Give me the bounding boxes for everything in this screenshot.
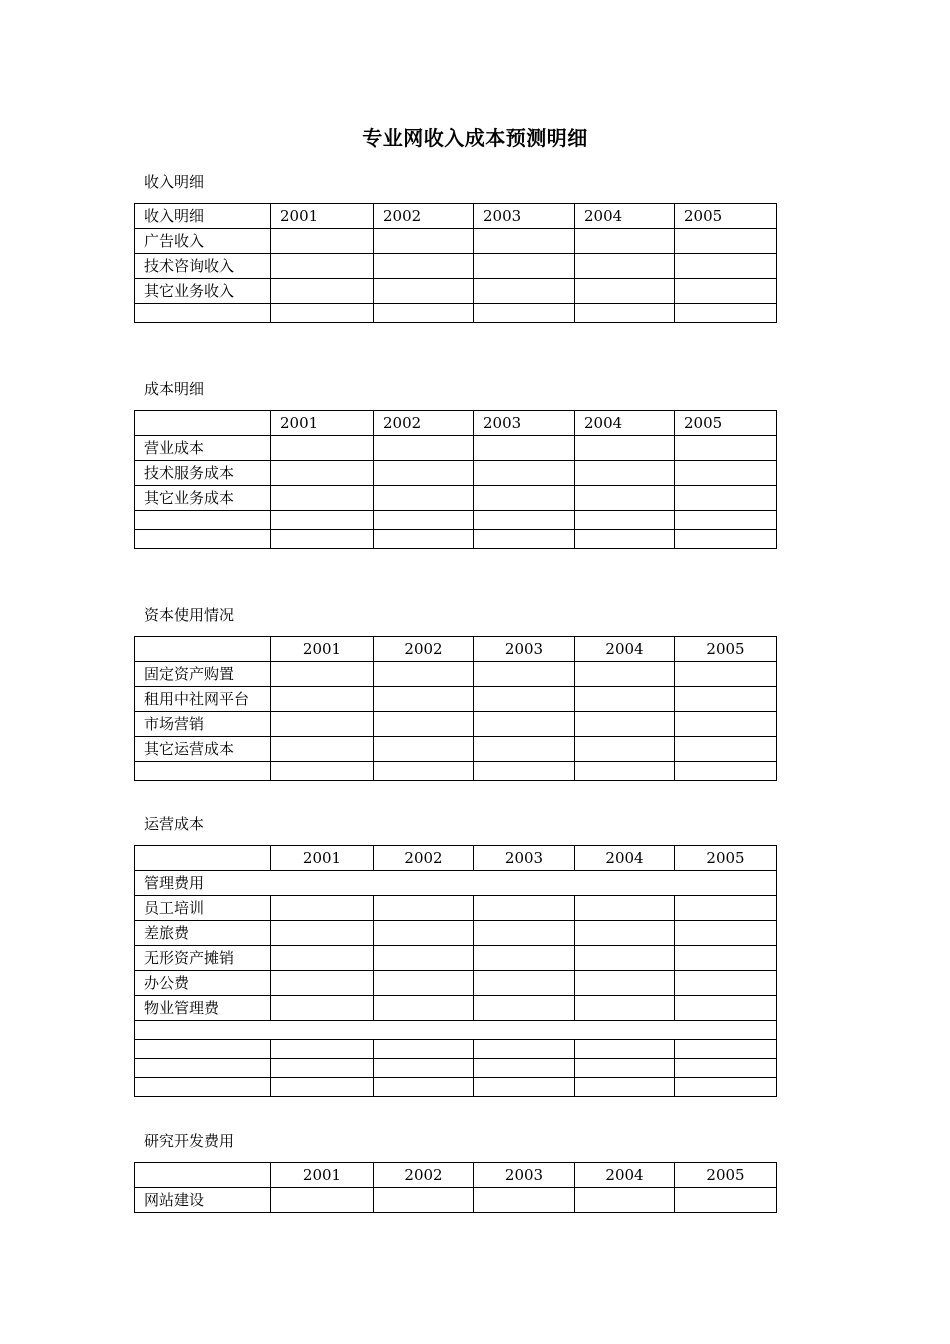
year-header: 2003 — [474, 637, 575, 662]
capital-heading: 资本使用情况 — [144, 606, 235, 624]
table-header-row — [135, 204, 777, 229]
cell — [374, 1078, 474, 1097]
cell — [374, 946, 474, 971]
row-label: 其它业务收入 — [135, 279, 271, 304]
cell — [474, 511, 575, 530]
cell — [271, 436, 374, 461]
table-row — [135, 687, 777, 712]
row-label: 租用中社网平台 — [135, 687, 271, 712]
cell — [474, 996, 575, 1021]
cell — [474, 229, 575, 254]
cell — [575, 971, 675, 996]
row-label: 技术咨询收入 — [135, 254, 271, 279]
cell — [575, 254, 675, 279]
table-header-row — [135, 411, 777, 436]
cell — [675, 946, 777, 971]
cell — [675, 662, 777, 687]
cell — [374, 486, 474, 511]
table-row — [135, 946, 777, 971]
year-header: 2002 — [374, 411, 474, 436]
table-row — [135, 737, 777, 762]
year-header: 2001 — [271, 411, 374, 436]
cell — [374, 971, 474, 996]
year-header: 2001 — [271, 637, 374, 662]
cell — [474, 737, 575, 762]
cell — [575, 436, 675, 461]
cell — [675, 737, 777, 762]
year-header: 2003 — [474, 204, 575, 229]
empty-row — [135, 1059, 777, 1078]
cell — [675, 896, 777, 921]
cell — [675, 486, 777, 511]
cell — [374, 712, 474, 737]
year-header: 2004 — [575, 204, 675, 229]
table-row — [135, 229, 777, 254]
year-header: 2004 — [575, 846, 675, 871]
cell — [374, 687, 474, 712]
empty-row — [135, 1040, 777, 1059]
header-cell: 收入明细 — [135, 204, 271, 229]
cell — [474, 896, 575, 921]
row-label: 办公费 — [135, 971, 271, 996]
cell — [271, 971, 374, 996]
year-header: 2004 — [575, 1163, 675, 1188]
cell — [575, 712, 675, 737]
cell — [575, 1059, 675, 1078]
year-header: 2001 — [271, 846, 374, 871]
year-header: 2004 — [575, 411, 675, 436]
cell — [271, 1059, 374, 1078]
cell — [474, 254, 575, 279]
cell — [271, 304, 374, 323]
year-header: 2002 — [374, 1163, 474, 1188]
cell — [271, 461, 374, 486]
cell — [271, 1188, 374, 1213]
row-label: 其它业务成本 — [135, 486, 271, 511]
cell — [675, 712, 777, 737]
table-header-row — [135, 637, 777, 662]
cell — [474, 946, 575, 971]
cell — [474, 530, 575, 549]
row-label: 差旅费 — [135, 921, 271, 946]
cell — [271, 762, 374, 781]
cell — [135, 1021, 777, 1040]
cell — [271, 946, 374, 971]
header-cell — [135, 846, 271, 871]
empty-row — [135, 1021, 777, 1040]
year-header: 2005 — [675, 637, 777, 662]
cell — [575, 921, 675, 946]
year-header: 2005 — [675, 411, 777, 436]
rnd-table — [134, 1162, 777, 1213]
cell — [271, 279, 374, 304]
capital-table — [134, 636, 777, 781]
cell — [474, 436, 575, 461]
cell — [575, 896, 675, 921]
cell — [271, 687, 374, 712]
cell — [374, 436, 474, 461]
cell — [575, 304, 675, 323]
table-header-row — [135, 846, 777, 871]
group-row — [135, 871, 777, 896]
header-cell — [135, 411, 271, 436]
table-row — [135, 921, 777, 946]
cell — [271, 511, 374, 530]
cell — [374, 996, 474, 1021]
cell — [271, 486, 374, 511]
cell — [675, 304, 777, 323]
cell — [575, 996, 675, 1021]
cell — [271, 662, 374, 687]
cell — [374, 461, 474, 486]
cell — [474, 304, 575, 323]
empty-row — [135, 762, 777, 781]
table-row — [135, 1188, 777, 1213]
header-cell — [135, 637, 271, 662]
cell — [474, 461, 575, 486]
cell — [675, 687, 777, 712]
cell — [135, 511, 271, 530]
row-label: 网站建设 — [135, 1188, 271, 1213]
year-header: 2001 — [271, 204, 374, 229]
cell — [474, 279, 575, 304]
cell — [575, 762, 675, 781]
income-heading: 收入明细 — [144, 173, 205, 191]
year-header: 2005 — [675, 1163, 777, 1188]
cell — [675, 436, 777, 461]
cell — [374, 254, 474, 279]
cell — [675, 461, 777, 486]
cell — [374, 662, 474, 687]
cell — [374, 511, 474, 530]
cell — [474, 1078, 575, 1097]
cell — [271, 229, 374, 254]
cell — [675, 1188, 777, 1213]
row-label: 市场营销 — [135, 712, 271, 737]
table-row — [135, 662, 777, 687]
cell — [675, 762, 777, 781]
cell — [575, 737, 675, 762]
cell — [675, 530, 777, 549]
cell — [474, 971, 575, 996]
cell — [474, 712, 575, 737]
row-label: 无形资产摊销 — [135, 946, 271, 971]
cost-heading: 成本明细 — [144, 380, 205, 398]
cell — [575, 1040, 675, 1059]
cell — [374, 304, 474, 323]
cell — [374, 530, 474, 549]
operating-table — [134, 845, 777, 1097]
cell — [474, 921, 575, 946]
row-label: 固定资产购置 — [135, 662, 271, 687]
cell — [474, 1040, 575, 1059]
cell — [135, 1040, 271, 1059]
cell — [474, 662, 575, 687]
row-label: 员工培训 — [135, 896, 271, 921]
cell — [675, 229, 777, 254]
cell — [675, 279, 777, 304]
cell — [575, 1188, 675, 1213]
cell — [135, 762, 271, 781]
cell — [271, 712, 374, 737]
year-header: 2002 — [374, 204, 474, 229]
cell — [135, 1078, 271, 1097]
table-row — [135, 712, 777, 737]
group-label: 管理费用 — [135, 871, 777, 896]
row-label: 其它运营成本 — [135, 737, 271, 762]
cell — [374, 1188, 474, 1213]
cell — [675, 254, 777, 279]
cell — [135, 530, 271, 549]
empty-row — [135, 530, 777, 549]
year-header: 2005 — [675, 846, 777, 871]
row-label: 技术服务成本 — [135, 461, 271, 486]
table-row — [135, 254, 777, 279]
table-row — [135, 436, 777, 461]
operating-heading: 运营成本 — [144, 815, 205, 833]
year-header: 2005 — [675, 204, 777, 229]
cell — [474, 687, 575, 712]
year-header: 2001 — [271, 1163, 374, 1188]
cell — [374, 737, 474, 762]
cell — [135, 304, 271, 323]
table-row — [135, 896, 777, 921]
cell — [374, 896, 474, 921]
cell — [575, 530, 675, 549]
row-label: 广告收入 — [135, 229, 271, 254]
cell — [271, 530, 374, 549]
cell — [474, 1059, 575, 1078]
year-header: 2003 — [474, 1163, 575, 1188]
cell — [575, 229, 675, 254]
cell — [575, 1078, 675, 1097]
cell — [575, 461, 675, 486]
cell — [675, 1078, 777, 1097]
table-row — [135, 461, 777, 486]
income-table — [134, 203, 777, 323]
year-header: 2003 — [474, 411, 575, 436]
cell — [675, 996, 777, 1021]
table-row — [135, 971, 777, 996]
empty-row — [135, 511, 777, 530]
cell — [271, 921, 374, 946]
row-label: 物业管理费 — [135, 996, 271, 1021]
cell — [575, 946, 675, 971]
cell — [675, 511, 777, 530]
cell — [474, 486, 575, 511]
cell — [271, 737, 374, 762]
table-row — [135, 486, 777, 511]
cell — [374, 762, 474, 781]
cell — [474, 1188, 575, 1213]
table-row — [135, 996, 777, 1021]
table-row — [135, 279, 777, 304]
cell — [675, 1040, 777, 1059]
cell — [575, 687, 675, 712]
rnd-heading: 研究开发费用 — [144, 1132, 235, 1150]
row-label: 营业成本 — [135, 436, 271, 461]
year-header: 2002 — [374, 637, 474, 662]
year-header: 2002 — [374, 846, 474, 871]
cell — [271, 254, 374, 279]
cell — [575, 662, 675, 687]
cell — [575, 511, 675, 530]
cell — [374, 229, 474, 254]
cell — [675, 971, 777, 996]
cost-table — [134, 410, 777, 549]
page-title: 专业网收入成本预测明细 — [362, 126, 588, 150]
cell — [271, 1078, 374, 1097]
cell — [271, 896, 374, 921]
header-cell — [135, 1163, 271, 1188]
cell — [675, 1059, 777, 1078]
table-header-row — [135, 1163, 777, 1188]
cell — [474, 762, 575, 781]
cell — [374, 1040, 474, 1059]
cell — [675, 921, 777, 946]
empty-row — [135, 304, 777, 323]
cell — [575, 486, 675, 511]
year-header: 2004 — [575, 637, 675, 662]
cell — [575, 279, 675, 304]
cell — [374, 921, 474, 946]
year-header: 2003 — [474, 846, 575, 871]
cell — [271, 996, 374, 1021]
cell — [271, 1040, 374, 1059]
cell — [374, 1059, 474, 1078]
cell — [374, 279, 474, 304]
empty-row — [135, 1078, 777, 1097]
cell — [135, 1059, 271, 1078]
